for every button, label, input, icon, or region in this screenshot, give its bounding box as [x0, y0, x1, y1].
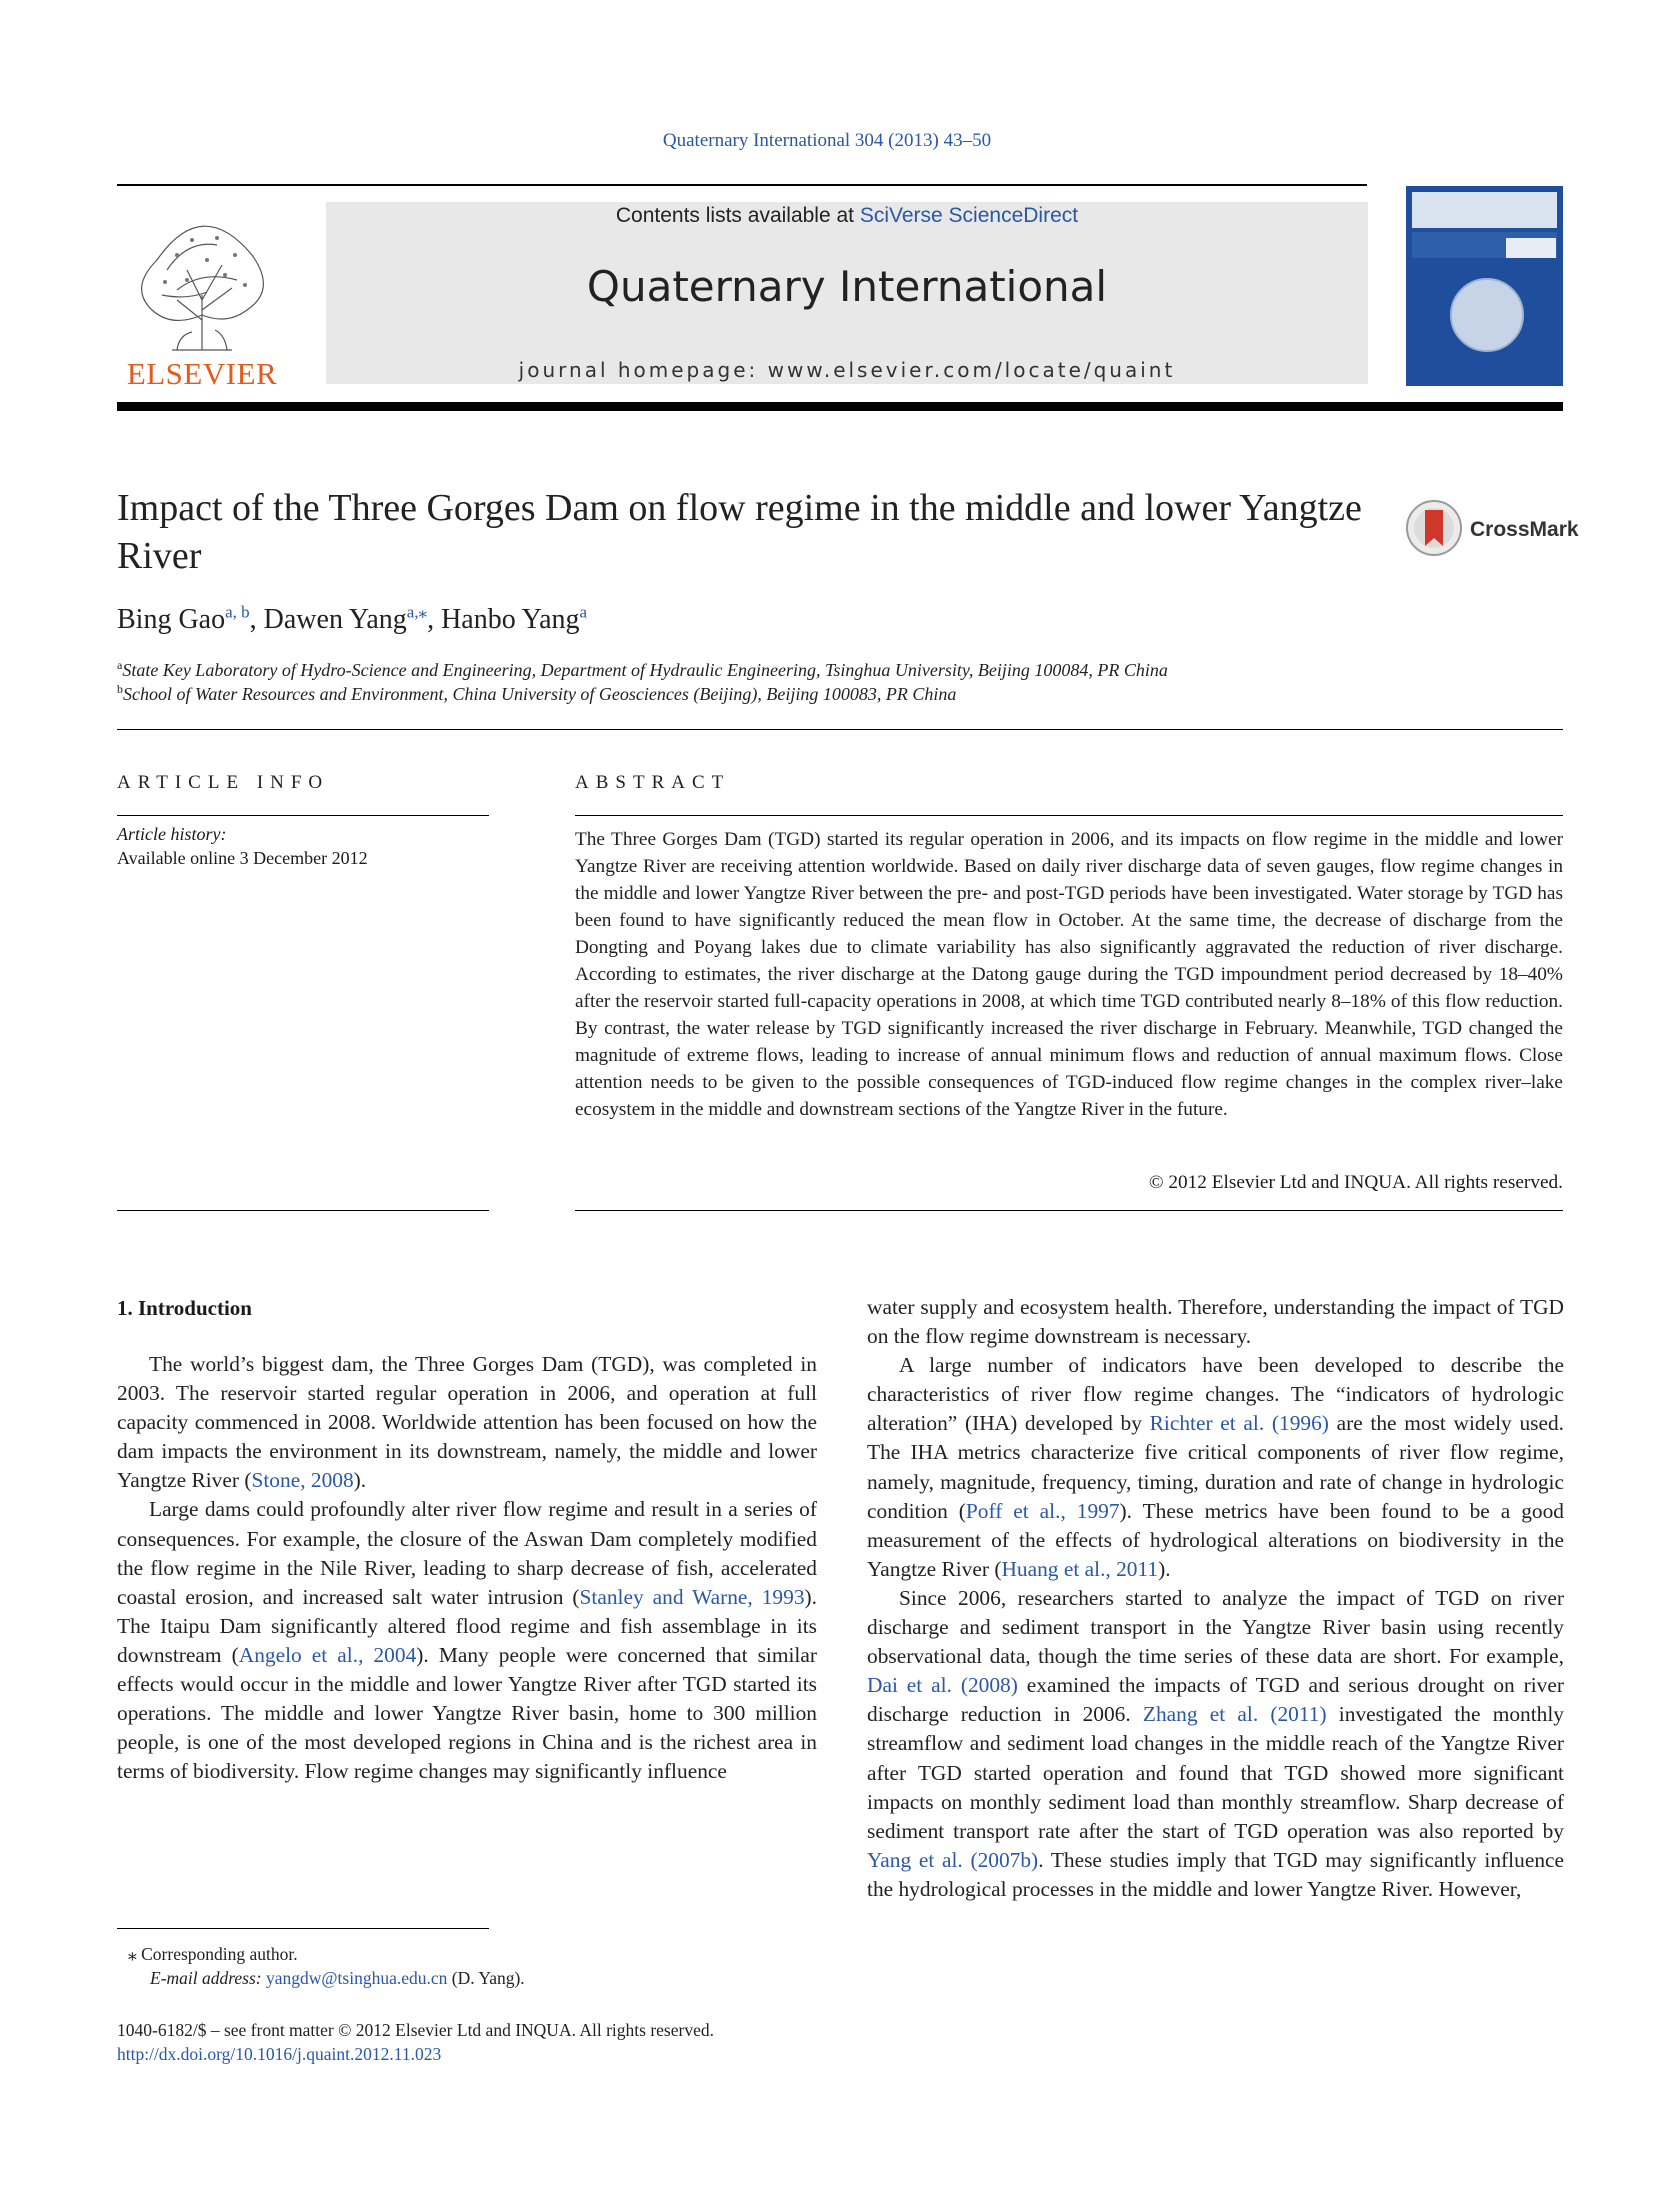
author-name[interactable]: Bing Gao [117, 604, 226, 635]
email-suffix: (D. Yang). [447, 1968, 525, 1988]
front-matter-line: 1040-6182/$ – see front matter © 2012 Elsevier Ltd and INQUA. All rights reserved. [117, 2020, 714, 2040]
header-rule [117, 184, 1367, 186]
body-text: ). [1158, 1556, 1171, 1581]
paragraph [867, 1584, 1564, 1904]
body-text: examined the impacts of TGD and serious drought on river discharge reduction in 2006. [867, 1673, 1564, 1727]
author-list [117, 604, 587, 636]
journal-reference[interactable]: Quaternary International 304 (2013) 43–50 [662, 130, 992, 151]
journal-name: Quaternary International [586, 262, 1108, 311]
body-column-left [117, 1350, 817, 1786]
email-label: E-mail address: [150, 1968, 267, 1988]
abstract-heading: ABSTRACT [575, 772, 731, 793]
citation-link[interactable]: Huang et al., 2011 [1001, 1556, 1159, 1581]
contents-prefix: Contents lists available at [615, 204, 860, 227]
doi-link[interactable]: http://dx.doi.org/10.1016/j.quaint.2012.11.023 [117, 2044, 442, 2064]
affiliation-a [117, 660, 1168, 681]
crossmark-label[interactable]: CrossMark [1470, 518, 1579, 541]
author-separator: , [427, 604, 442, 635]
author-affiliation-marks[interactable]: a [579, 602, 588, 622]
abstract-copyright: © 2012 Elsevier Ltd and INQUA. All rights reserved. [1148, 1172, 1563, 1193]
body-text: The world’s biggest dam, the Three Gorges Dam (TGD), was completed in 2003. The reservoir started regular operation in 2006, and operation at full capacity commenced in 2008. Worldwide attention has been focused on how the dam impacts the environment in its downstream, namely, the middle and lower Yangtze River ( [117, 1352, 817, 1493]
email-note [150, 1968, 525, 1989]
body-column-right [867, 1293, 1564, 1904]
author-affiliation-marks[interactable]: a, b [225, 602, 250, 622]
email-link[interactable]: yangdw@tsinghua.edu.cn [266, 1968, 448, 1988]
body-text: ). These metrics have been found to be a good measurement of the effects of hydrological alterations on biodiversity in the Yangtze River ( [867, 1498, 1564, 1581]
elsevier-wordmark: ELSEVIER [126, 356, 278, 391]
corresponding-author-note: ⁎ Corresponding author. [128, 1944, 298, 1964]
body-text: Large dams could profoundly alter river flow regime and result in a series of consequences. For example, the closure of the Aswan Dam completely modified the flow regime in the Nile River, leading to sharp decrease of fish, accelerated coastal erosion, and increased salt water intrusion ( [117, 1497, 817, 1609]
citation-link[interactable]: Zhang et al. (2011) [1142, 1702, 1327, 1727]
footnote-rule [117, 1928, 489, 1929]
inqua-seal-icon [1450, 278, 1524, 352]
body-text: water supply and ecosystem health. Therefore, understanding the impact of TGD on the flow regime downstream is necessary. [867, 1295, 1564, 1349]
paragraph [867, 1293, 1564, 1351]
body-text: ). Many people were concerned that similar effects would occur in the middle and lower Yangtze River after TGD started its operations. The middle and lower Yangtze River basin, home to 300 million people, is one of the most developed regions in China and is the richest area in terms of biodiversity. Flow regime changes may significantly influence [117, 1642, 817, 1784]
cover-text-block [1506, 238, 1556, 258]
citation-link[interactable]: Richter et al. (1996) [1149, 1411, 1329, 1436]
article-info-rule [117, 815, 489, 816]
body-text: ). The Itaipu Dam significantly altered flood regime and fish assemblage in its downstream ( [117, 1584, 817, 1667]
paragraph [867, 1351, 1564, 1584]
author-name[interactable]: Dawen Yang [263, 604, 407, 635]
abstract-text: The Three Gorges Dam (TGD) started its regular operation in 2006, and its impacts on flow regime in the middle and lower Yangtze River are receiving attention worldwide. Based on daily river discharge data of seven gauges, flow regime changes in the middle and lower Yangtze River between the pre- and post-TGD periods have been investigated. Water storage by TGD has been found to have significantly reduced the mean flow in October. At the same time, the decrease of discharge from the Dongting and Poyang lakes due to climate variability has also significantly aggravated the reduction of river discharge. According to estimates, the river discharge at the Datong gauge during the TGD impoundment period decreased by 18–40% after the reservoir started full-capacity operations in 2008, at which time TGD contributed nearly 8–18% of this flow reduction. By contrast, the water release by TGD significantly increased the river discharge in February. Meanwhile, TGD changed the magnitude of extreme flows, leading to increase of annual minimum flows and reduction of annual maximum flows. Close attention needs to be given to the possible consequences of TGD-induced flow regime changes in the complex river–lake ecosystem in the middle and downstream sections of the Yangtze River in the future. [575, 829, 1563, 1120]
article-title: Impact of the Three Gorges Dam on flow regime in the middle and lower Yangtze River [117, 487, 1362, 577]
citation-link[interactable]: Poff et al., 1997 [965, 1498, 1120, 1523]
journal-cover-image [1406, 186, 1563, 386]
citation-link[interactable]: Angelo et al., 2004 [238, 1642, 417, 1667]
author-name[interactable]: Hanbo Yang [441, 604, 580, 635]
body-text: A large number of indicators have been developed to describe the characteristics of river flow regime changes. The “indicators of hydrologic alteration” (IHA) developed by [867, 1353, 1564, 1436]
paragraph [117, 1495, 817, 1786]
section-heading-introduction: 1. Introduction [117, 1296, 252, 1320]
header-thick-rule [117, 402, 1563, 411]
article-history-value: Available online 3 December 2012 [117, 848, 368, 868]
crossmark-icon[interactable] [1404, 498, 1464, 558]
citation-link[interactable]: Stone, 2008 [251, 1468, 354, 1493]
author-affiliation-marks[interactable]: a,⁎ [406, 602, 428, 622]
affiliation-text: School of Water Resources and Environment, China University of Geosciences (Beijing), Beijing 100083, PR China [123, 684, 957, 704]
affiliation-b [117, 684, 956, 705]
cover-title-band [1412, 192, 1557, 228]
body-text: Since 2006, researchers started to analyze the impact of TGD on river discharge and sediment transport in the Yangtze River basin using recently observational data, though the time series of these data are short. For example, [867, 1585, 1564, 1669]
citation-link[interactable]: Stanley and Warne, 1993 [579, 1584, 805, 1609]
body-text: . These studies imply that TGD may significantly influence the hydrological processes in the middle and lower Yangtze River. However, [867, 1847, 1564, 1901]
affiliation-text: State Key Laboratory of Hydro-Science and Engineering, Department of Hydraulic Engineering, Tsinghua University, Beijing 100084, PR China [122, 660, 1168, 680]
title-divider [117, 729, 1563, 730]
journal-homepage[interactable]: journal homepage: www.elsevier.com/locate/quaint [518, 358, 1176, 382]
paragraph [117, 1350, 817, 1495]
body-text: are the most widely used. The IHA metrics characterize five critical components of river flow regime, namely, magnitude, frequency, timing, duration and rate of change in hydrologic condition ( [867, 1411, 1564, 1523]
abstract-bottom-rule [575, 1210, 1563, 1211]
sciencedirect-link[interactable]: SciVerse ScienceDirect [859, 204, 1079, 227]
body-text: ). [353, 1468, 367, 1493]
abstract-rule [575, 815, 1563, 816]
citation-link[interactable]: Dai et al. (2008) [867, 1673, 1018, 1698]
citation-link[interactable]: Yang et al. (2007b) [867, 1847, 1039, 1872]
contents-line [326, 204, 1368, 228]
body-text: investigated the monthly streamflow and sediment load changes in the middle reach of the Yangtze River after TGD started operation and found that TGD showed more significant impacts on monthly sediment load than monthly streamflow. Sharp decrease of sediment transport rate after the start of TGD operation was also reported by [867, 1702, 1564, 1843]
affiliation-mark: b [117, 682, 123, 696]
affiliation-mark: a [117, 658, 123, 672]
article-info-bottom-rule [117, 1210, 489, 1211]
article-history-label: Article history: [117, 824, 227, 844]
author-separator: , [249, 604, 264, 635]
article-info-heading: ARTICLE INFO [117, 772, 330, 793]
